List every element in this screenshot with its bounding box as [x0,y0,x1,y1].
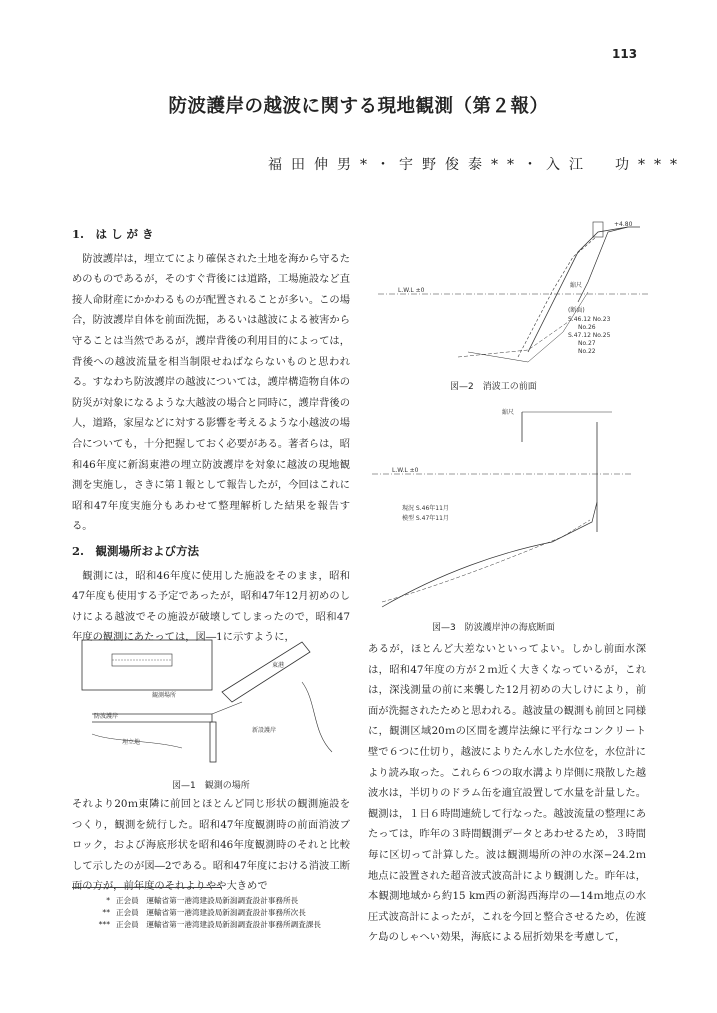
paper-title: 防波護岸の越波に関する現地観測（第２報） [168,96,549,117]
fig2-label-0: +4.80 [614,221,633,228]
fig3-label-0: 縮尺 [502,409,515,416]
fig1-frame [82,640,212,690]
fig2-label-2: 縮尺 [570,282,583,289]
section-2-body: 観測には，昭和46年度に使用した施設をそのまま，昭和47年度も使用する予定であったが，昭和47年12月初めのしけによる越波でその施設が破壊してしまったので，昭和47年度の観測にあたっては，図―1に示すように， [72,569,350,644]
figure-1-caption: 図—1 観測の場所 [172,781,250,791]
fig2-label-8: No.22 [578,348,596,355]
authors: 福田伸男*・宇野俊泰**・入江 功*** [268,157,686,173]
section-1-heading: 1. は し が き [72,227,154,241]
footnote-rule [72,887,222,888]
fig1-label-3: 観測場所 [152,692,177,699]
fig2-label-4: S.46.12 No.23 [568,316,611,323]
fig1-label-4: 東港 [272,662,285,669]
right-column-text: あるが，ほとんど大差ないといってよい。しかし前面水深は，昭和47年度の方が２ｍ近く大きくなっているが，これは，深浅測量の前に来襲した12月初めの大しけにより，前面が洗掘されたためと思われる。越波量の観測も前回と同様に，観測区域20ｍの区間を護岸法線に平行なコンクリート壁で６つに仕切り，越波によりたん水した水位を，水位計により読み取った。これら６つの取水溝より岸側に飛散した越波水は，半切りのドラム缶を適宜設置して水量を計量した。観測は，１日６時間連続して行なった。越波流量の整理にあたっては，昨年の３時間観測データとあわせるため，３時間毎に区切って計算した。波は観測場所の沖の水深−24.2ｍ地点に設置された超音波式波高計により観測した。昨年は，本観測地域から約15 km西の新潟西海岸の—14ｍ地点の水圧式波高計によったが，これを今回と整合させるため，佐渡ケ島のしゃへい効果，海底による屈折効果を考慮して， [368,643,647,944]
figure-1-site-map [72,622,362,772]
figure-3-caption: 図—3 防波護岸沖の海底断面 [432,623,555,633]
figure-2-caption: 図—2 消波工の前面 [450,382,537,392]
footnote-2: ** 正会員 運輸省第一港湾建設局新潟調査設計事務所次長 [102,908,306,917]
fig2-label-7: No.27 [578,340,596,347]
fig2-label-5: No.26 [578,324,596,331]
fig1-label-2: 埋立地 [122,739,141,746]
fig3-label-1: L.W.L ±0 [392,467,419,474]
fig3-label-2: 現況 S.46年11月 [402,505,449,512]
left-column-top [72,224,350,648]
section-1-body: 防波護岸は，埋立てにより確保された土地を海から守るためのものであるが，そのすぐ背後には道路，工場施設など直接人命財産にかかわるものが配置されることが多い。この場合，防波護岸自体を前面洗掘，あるいは越波による被害から守ることは当然であるが，護岸背後の利用目的によっては，背後への越波流量を相当制限せねばならないものと思われる。すなわち防波護岸の越波については，護岸構造物自体の防災が対象になるような大越波の場合と同時に，護岸背後の人，道路，家屋などに対する影響を考えるような小越波の場合についても，十分把握しておく必要がある。著者らは，昭和46年度に新潟東港の埋立防波護岸を対象に越波の現地観測を実施し，さきに第１報として報告したが，今回はこれに昭和47年度実施分もあわせて整理解析した結果を報告する。 [72,252,351,533]
fig1-label-1: 新設護岸 [252,727,277,734]
section-2-heading: 2. 観測場所および方法 [72,543,200,558]
fig2-label-1: L.W.L ±0 [398,287,425,294]
fig1-label-0: 防波護岸 [94,713,119,720]
figure-3-seabed-section [372,402,642,612]
figure-2-wave-absorber-section [378,212,648,372]
section-2-body-cont: それより20ｍ東隣に前回とほとんど同じ形状の観測施設をつくり，観測を続行した。昭和47年度観測時の前面消波ブロック，および海底形状を昭和46年度観測時のそれと比較して示したのが図―2である。昭和47年度における消波工断面の方が，前年度のそれよりやや大きめで [72,798,350,893]
left-column-bottom [72,794,350,897]
fig2-label-3: (断面) [568,307,585,314]
footnote-3: *** 正会員 運輸省第一港湾建設局新潟調査設計事務所調査課長 [98,920,322,929]
footnote-1: * 正会員 運輸省第一港湾建設局新潟調査設計事務所長 [106,896,299,905]
fig3-label-3: 模型 S.47年11月 [402,515,449,522]
page-number: 113 [612,47,638,61]
footnotes [88,895,488,931]
fig2-label-6: S.47.12 No.25 [568,332,611,339]
